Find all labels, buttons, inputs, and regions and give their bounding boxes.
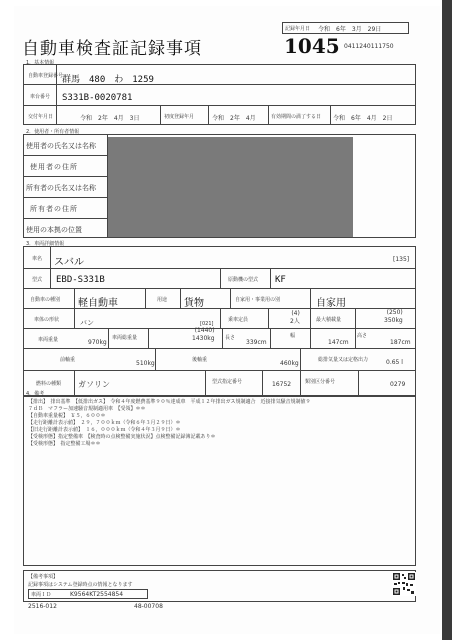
owner-label-user-name: 使用者の氏名又は名称	[26, 142, 96, 150]
engine: KF	[275, 275, 286, 285]
reg-no: 群馬 480 わ 1259	[62, 75, 154, 85]
front-axle-label: 前軸重	[60, 357, 76, 363]
footer-info-label: 【備考事項】	[28, 574, 59, 580]
use: 貨物	[184, 298, 204, 309]
capacity: (4) 2人	[290, 310, 300, 325]
scan-edge	[442, 0, 452, 640]
maker-code: [135]	[393, 256, 410, 263]
model-label: 型式	[32, 277, 43, 283]
engine-label: 原動機の型式	[228, 277, 259, 283]
length: 339cm	[246, 339, 267, 346]
section-remarks-heading: 4．備考	[26, 391, 45, 397]
issue-label: 交付年月日	[28, 114, 54, 120]
body: バン	[80, 319, 94, 327]
purpose: 自家用	[316, 298, 346, 309]
width-label: 幅	[290, 333, 296, 339]
fuel: ガソリン	[78, 380, 110, 389]
use-label: 用途	[157, 297, 168, 303]
vehicle-id-label: 車両ＩＤ	[31, 592, 52, 598]
fuel-label: 燃料の種類	[36, 381, 62, 387]
weight-label: 車両重量	[38, 337, 59, 343]
displacement: 0.65 l	[386, 359, 403, 366]
model: EBD-S331B	[56, 275, 105, 285]
maker: スバル	[54, 257, 84, 268]
handwritten-number: 1045	[284, 34, 340, 58]
maker-label: 車名	[32, 256, 43, 262]
height: 187cm	[390, 339, 411, 346]
footer-code-1: 2516-012	[28, 603, 57, 610]
width: 147cm	[328, 339, 349, 346]
rear-axle-label: 後軸重	[192, 357, 208, 363]
issue-date-value: 令和 2年 4月 3日	[80, 115, 140, 122]
remarks-line-5: 【旧走行距離計表示値】 １６，０００ｋｍ（令和４年３月９日）＊	[28, 427, 181, 433]
section-owner-heading: 2．使用者・所有者情報	[26, 129, 80, 135]
displacement-label: 総排気量又は定格出力	[318, 357, 369, 363]
type-no: 16752	[272, 381, 292, 388]
weight: 970kg	[88, 339, 107, 346]
body-code: [021]	[200, 321, 214, 327]
expiry-label: 有効期間の満了する日	[271, 114, 322, 120]
remarks-line-7: 【受検形態】 指定整備工場＊＊	[28, 441, 101, 447]
max-load-label: 最大積載量	[316, 317, 342, 323]
remarks-line-4: 【走行距離計表示値】 ２９，７００ｋｍ（令和６年３月２９日）＊	[28, 420, 181, 426]
document-title: 自動車検査証記録事項	[22, 39, 202, 59]
vehicle-id: K9564KT2554854	[70, 591, 124, 598]
class-no-label: 類別区分番号	[305, 379, 336, 385]
owner-label-owner-address: 所有者の住所	[30, 205, 78, 213]
chassis-label: 車台番号	[30, 94, 51, 100]
kind-label: 自動車の種別	[30, 297, 61, 303]
owner-label-user-address: 使用者の住所	[30, 163, 78, 171]
kind: 軽自動車	[78, 298, 118, 309]
remarks-line-6: 【受検形態】指定整備車 【検査時の点検整備実施状況】点検整備記録簿記載あり＊	[28, 434, 216, 440]
length-label: 長さ	[225, 335, 236, 341]
class-no: 0279	[390, 381, 406, 388]
front-axle: 510kg	[136, 360, 155, 367]
qr-code-icon	[392, 572, 416, 596]
owner-label-base: 使用の本拠の位置	[26, 226, 82, 234]
redaction-block	[108, 137, 353, 237]
owner-label-owner-name: 所有者の氏名又は名称	[26, 184, 96, 192]
remarks-line-1: 【排出】 排出基準 【低排出ガス】 令和４年度燃費基準９０％達成車 平成１２年排出ガス規制適合 近接排気騒音規制値９	[28, 399, 311, 405]
document-number: 0411240111750	[344, 43, 394, 50]
reg-no-label: 自動車登録番号	[28, 73, 64, 79]
capacity-label: 乗車定員	[228, 317, 249, 323]
type-no-label: 型式指定番号	[212, 379, 243, 385]
section-basic-heading: 1．基本情報	[26, 60, 55, 66]
height-label: 高さ	[357, 333, 368, 339]
footer-code-2: 48-00708	[134, 603, 163, 610]
issue-date: 令和 6年 3月 29日	[318, 26, 382, 33]
first-reg-label: 初度登録年月	[164, 114, 195, 120]
gross: (1440) 1430kg	[192, 327, 215, 342]
body-label: 車体の形状	[34, 317, 60, 323]
remarks-line-3: 【自動車重量税】 ￥５，６００＊	[28, 413, 106, 419]
footer-info-text: 記録事項はシステム登録時点の情報となります	[28, 582, 133, 588]
section-vehicle-heading: 3．車両詳細情報	[26, 241, 65, 247]
rear-axle: 460kg	[280, 360, 299, 367]
first-reg-value: 令和 2年 4月	[212, 115, 256, 122]
purpose-label: 自家用・事業用の別	[235, 297, 281, 303]
remarks-line-2: ７ｄＢ マフラー加速騒音規制適用車 【受領】＊＊	[28, 406, 146, 412]
gross-label: 車両総重量	[112, 335, 138, 341]
expiry-value: 令和 6年 4月 2日	[333, 115, 393, 122]
issue-date-label: 記録年月日	[285, 26, 311, 32]
max-load: (250) 350kg	[384, 309, 403, 324]
chassis-no: S331B-0020781	[62, 93, 133, 103]
